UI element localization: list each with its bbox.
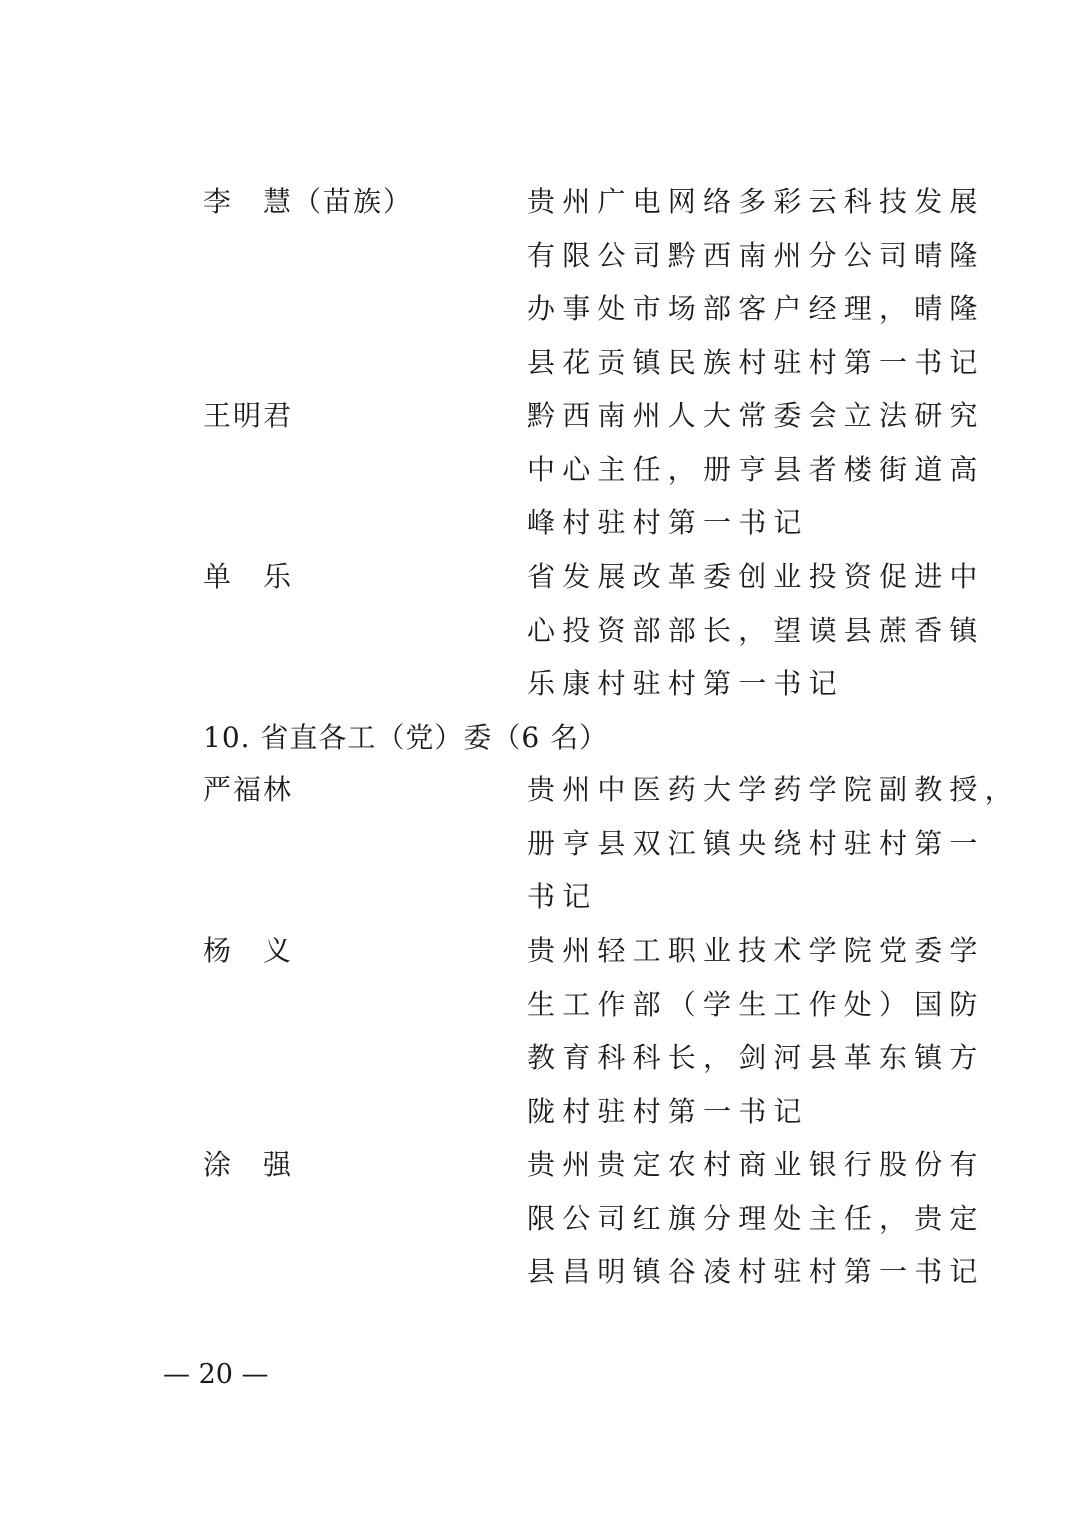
entry-description xyxy=(527,175,985,389)
entry-description-line: 中心主任，册亨县者楼街道高 xyxy=(527,452,985,486)
entry-description-line: 书记 xyxy=(527,880,598,913)
entry-description-line: 陇村驻村第一书记 xyxy=(527,1094,809,1128)
entry-name: 李 慧（苗族） xyxy=(203,185,414,218)
entry-name: 单 乐 xyxy=(203,560,294,593)
entry-description-line: 贵州广电网络多彩云科技发展 xyxy=(527,185,985,218)
entry-name: 杨 义 xyxy=(203,934,294,967)
entry-description-line: 峰村驻村第一书记 xyxy=(527,506,809,539)
entry-description-line: 县昌明镇谷凌村驻村第一书记 xyxy=(527,1255,985,1288)
entry-description-line: 乐康村驻村第一书记 xyxy=(527,667,844,700)
entry-name: 严福林 xyxy=(203,773,294,806)
entry-description-line: 册亨县双江镇央绕村驻村第一 xyxy=(527,826,985,860)
entry-description-line: 有限公司黔西南州分公司晴隆 xyxy=(527,238,985,272)
entry-description-line: 县花贡镇民族村驻村第一书记 xyxy=(527,345,985,379)
entry-description-line: 办事处市场部客户经理，晴隆 xyxy=(527,292,985,325)
entry-description-line: 心投资部部长，望谟县蔗香镇 xyxy=(527,613,985,647)
entry-description xyxy=(527,550,985,711)
entry-description-line: 生工作部（学生工作处）国防 xyxy=(527,987,985,1021)
entry-name: 王明君 xyxy=(203,399,294,432)
entry-description-line: 贵州贵定农村商业银行股份有 xyxy=(527,1148,985,1181)
entry-name: 涂 强 xyxy=(203,1148,294,1181)
entry-description-line: 贵州轻工职业技术学院党委学 xyxy=(527,934,985,967)
section-heading: 10. 省直各工（党）委（6 名） xyxy=(203,721,609,754)
entry-description xyxy=(527,763,1020,924)
entry-description xyxy=(527,924,985,1138)
entry-description-line: 黔西南州人大常委会立法研究 xyxy=(527,399,985,432)
page-number: — 20 — xyxy=(163,1359,269,1390)
entry-description-line: 限公司红旗分理处主任，贵定 xyxy=(527,1201,985,1235)
entry-description-line: 省发展改革委创业投资促进中 xyxy=(527,560,985,593)
entry-description xyxy=(527,1138,985,1299)
entry-description-line: 教育科科长，剑河县革东镇方 xyxy=(527,1041,985,1074)
entry-description-line: 贵州中医药大学药学院副教授， xyxy=(527,773,1020,806)
entry-description xyxy=(527,389,985,550)
